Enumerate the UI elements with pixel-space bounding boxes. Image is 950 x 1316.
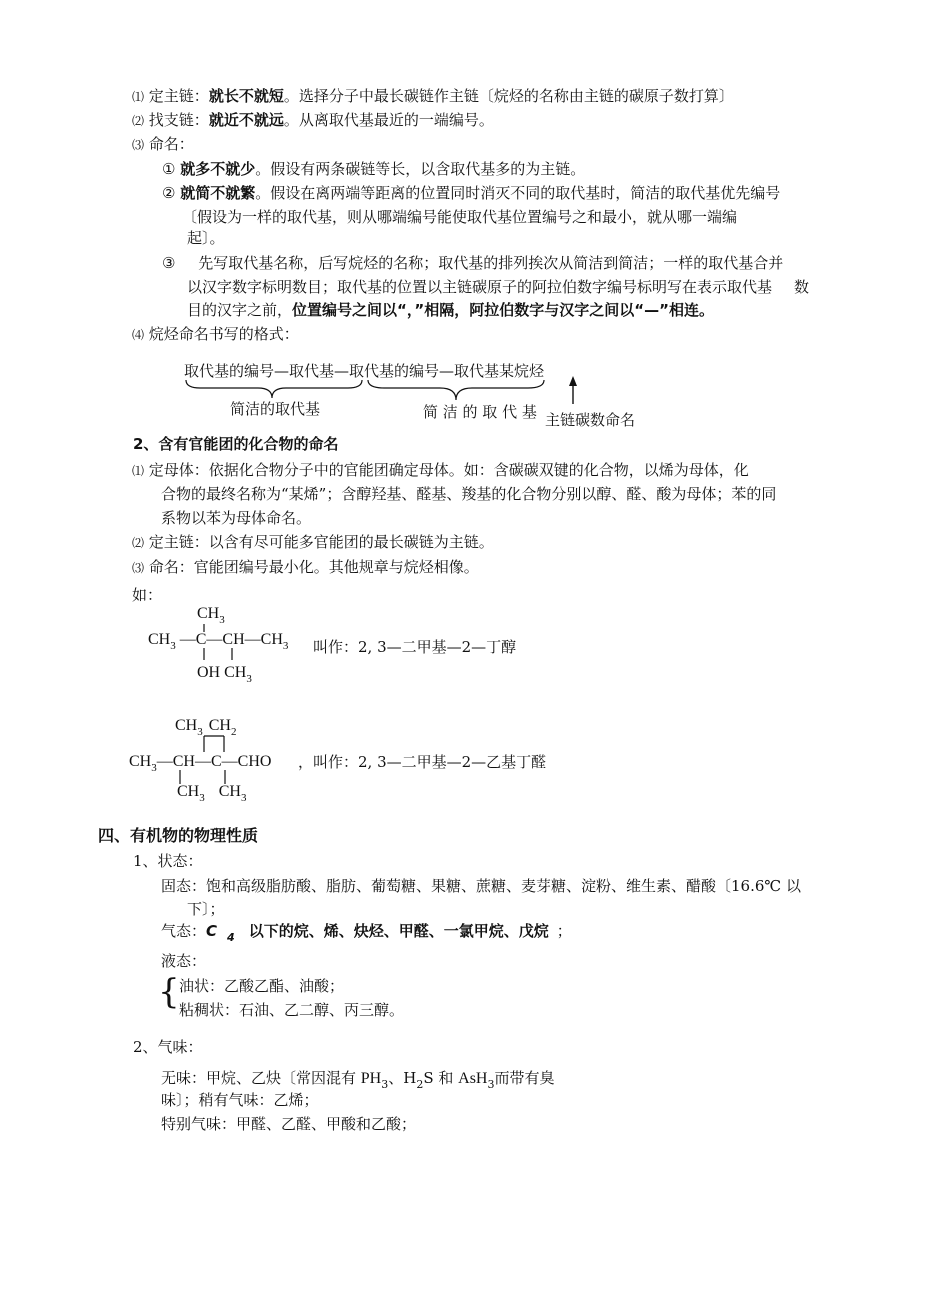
functional-rule-1-line2: 合物的最终名称为“某烯”；含醇羟基、醛基、羧基的化合物分别以醇、醛、酸为母体；苯的同 [161, 485, 777, 503]
rule-1-emphasis: 就长不就短 [208, 87, 284, 105]
format-arrow-label: 主链碳数命名 [545, 411, 636, 429]
functional-rule-1: ⑴ 定母体：依据化合物分子中的官能团确定母体。如：含碳碳双键的化合物，以烯为母体，化 [132, 461, 749, 479]
rule-4-number: ⑷ [132, 328, 145, 342]
ex2-bottom: $CH_3$ $CH_3$ [177, 783, 247, 804]
rule-2-emphasis: 就近不就远 [208, 111, 284, 129]
liquid-oily: 油状：乙酸乙酯、油酸； [179, 977, 345, 995]
ex1-top-ch3: $CH_3$ [197, 605, 225, 626]
ex1-bottom: OH $CH_3$ [197, 664, 252, 685]
rule-1-text: 。选择分子中最长碳链作主链〔烷烃的名称由主链的碳原子数打算〕 [283, 87, 734, 105]
rule-2-text: 。从离取代基最近的一端编号。 [283, 111, 494, 129]
smell-title: 2、气味： [133, 1038, 203, 1056]
ex2-main-chain: $CH_3—CH—C—CHO$ [129, 753, 272, 774]
state-gas: 气态：C $_4$ 以下的烷、烯、炔烃、甲醛、一氯甲烷、戊烷 ； [161, 922, 572, 944]
state-title: 1、状态： [133, 852, 203, 870]
ex2-name: ，叫作：2, 3—二甲基—2—乙基丁醛 [298, 753, 547, 771]
subrule-3-line1: 先写取代基名称，后写烷烃的名称；取代基的排列挨次从简洁到简洁；一样的取代基合并 [198, 254, 784, 272]
subrule-1-text: 。假设有两条碳链等长，以含取代基多的为主链。 [255, 160, 586, 178]
state-solid-line2: 下〕； [187, 900, 225, 918]
format-formula: 取代基的编号—取代基—取代基的编号—取代基某烷烃 [184, 362, 545, 380]
functional-rule-3: ⑶ 命名：官能团编号最小化。其他规章与烷烃相像。 [132, 558, 479, 576]
physical-heading: 四、有机物的物理性质 [98, 826, 259, 845]
brace-1 [186, 380, 362, 398]
example-label: 如： [132, 586, 163, 604]
ex2-top: $CH_3$ $CH_2$ [175, 717, 237, 738]
subrule-3-line2: 以汉字数字标明数目；取代基的位置以主链碳原子的阿拉伯数字编号标明写在表示取代基 数 [187, 278, 810, 296]
subrule-2-line2: 〔假设为一样的取代基，则从哪端编号能使取代基位置编号之和最小，就从哪一端编 [182, 208, 738, 226]
functional-heading: 2、含有官能团的化合物的命名 [133, 435, 339, 453]
state-solid-line1: 固态：饱和高级脂肪酸、脂肪、葡萄糖、果糖、蔗糖、麦芽糖、淀粉、维生素、醋酸〔16.6℃ 以 [161, 877, 801, 895]
ex1-name: 叫作：2, 3—二甲基—2—丁醇 [313, 638, 517, 656]
rule-4-label: 烷烃命名书写的格式： [148, 325, 299, 343]
subrule-3-line2-tail: 数 [794, 278, 810, 296]
functional-rule-1-line3: 系物以苯为母体命名。 [161, 509, 312, 527]
brace-2 [368, 380, 544, 400]
format-brace-1-label: 简洁的取代基 [230, 400, 321, 418]
rule-3-number: ⑶ [132, 138, 145, 152]
format-brace-2-label: 简 洁 的 取 代 基 [423, 403, 537, 421]
subrule-3-number: ③ [162, 254, 176, 272]
rule-3-label: 命名： [148, 135, 194, 153]
subrule-1-emphasis: 就多不就少 [180, 160, 256, 178]
liquid-brace: { [158, 972, 180, 1012]
subrule-2-line3: 起〕。 [187, 229, 225, 247]
state-liquid-label: 液态： [161, 952, 207, 970]
smell-none: 无味：甲烷、乙炔〔常因混有 $PH_3$、$H_2S$ 和 AsH$_3$而带有臭 [161, 1069, 555, 1091]
subrule-3-emphasis: 位置编号之间以“，”相隔，阿拉伯数字与汉字之间以“—”相连。 [292, 301, 714, 319]
rule-1-number: ⑴ [132, 90, 145, 104]
liquid-viscous: 粘稠状：石油、乙二醇、丙三醇。 [179, 1001, 405, 1019]
subrule-1-number: ① [162, 160, 176, 178]
subrule-2-number: ② [162, 184, 176, 202]
smell-special: 特别气味：甲醛、乙醛、甲酸和乙酸； [161, 1115, 417, 1133]
arrow-head [569, 376, 577, 386]
ex1-main-chain: $CH_3$ $—C—CH—CH_3$ [148, 631, 289, 652]
subrule-2-text: 。假设在离两端等距离的位置同时消灭不同的取代基时，简洁的取代基优先编号 [255, 184, 781, 202]
functional-rule-2: ⑵ 定主链：以含有尽可能多官能团的最长碳链为主链。 [132, 533, 494, 551]
subrule-2-emphasis: 就简不就繁 [180, 184, 256, 202]
rule-2-number: ⑵ [132, 114, 145, 128]
smell-line2: 味〕；稍有气味：乙烯； [161, 1091, 319, 1109]
subrule-3-line3: 目的汉字之前，位置编号之间以“，”相隔，阿拉伯数字与汉字之间以“—”相连。 [187, 301, 714, 319]
rule-2-label: 找支链： [148, 111, 209, 129]
rule-1-label: 定主链： [148, 87, 209, 105]
